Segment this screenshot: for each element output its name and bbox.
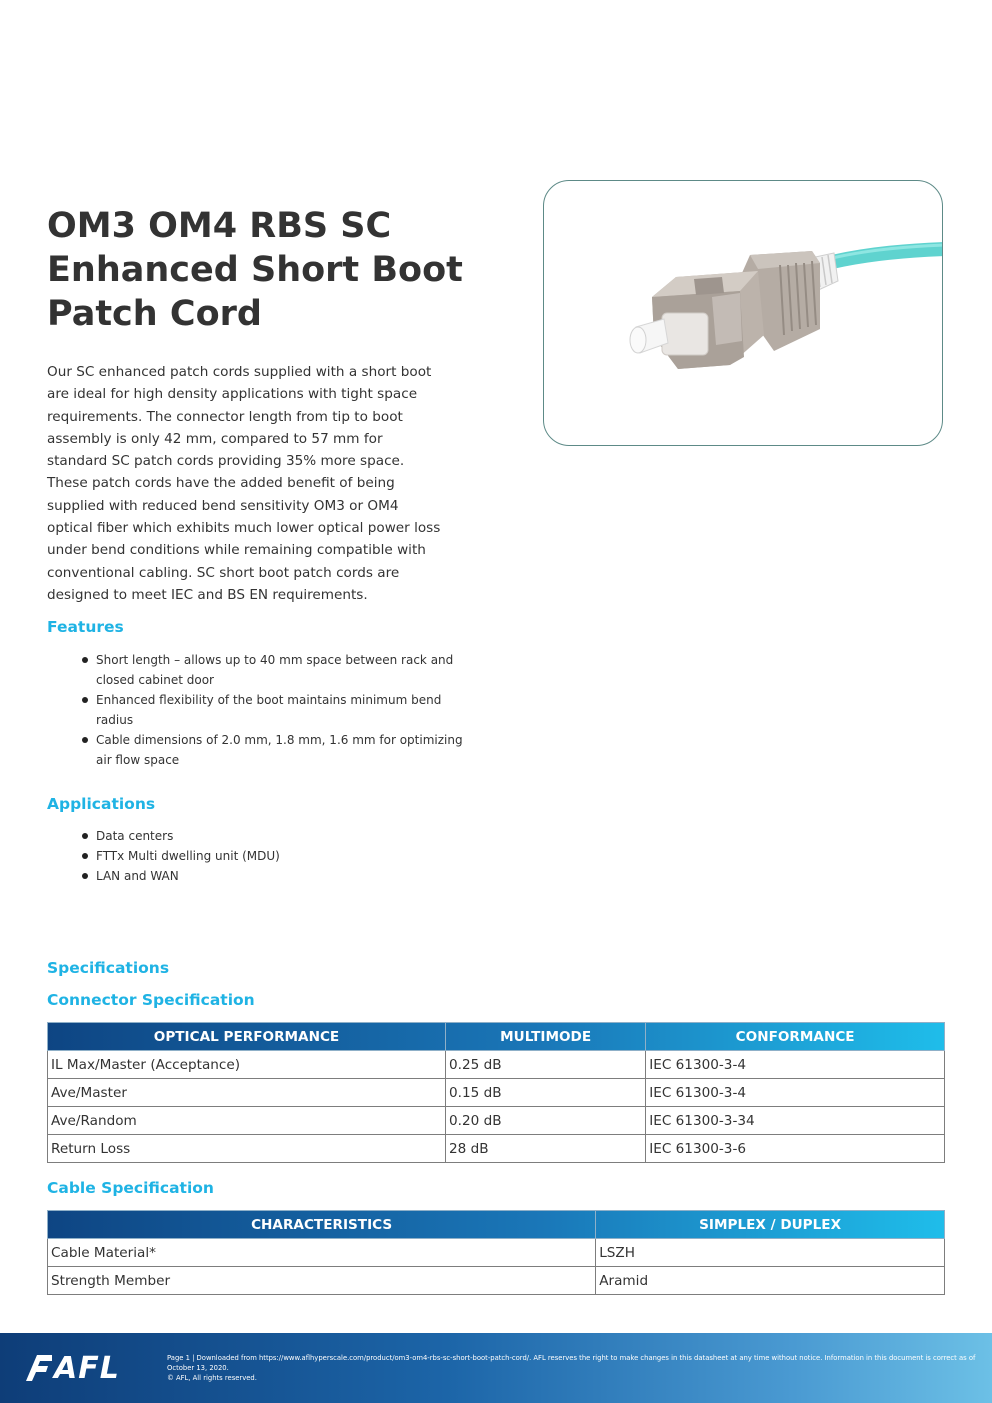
page-footer [0,1333,992,1403]
footer-disclaimer [167,1353,977,1383]
product-image-frame [543,180,943,446]
table-header-cell: SIMPLEX / DUPLEX [596,1211,945,1239]
footer-line: October 13, 2020. [167,1364,229,1372]
table-cell: IEC 61300-3-34 [646,1107,945,1135]
footer-copyright: © AFL, All rights reserved. [167,1374,257,1382]
features-list [47,650,467,770]
table-cell: Aramid [596,1267,945,1295]
table-header-cell: CONFORMANCE [646,1023,945,1051]
table-cell: IEC 61300-3-4 [646,1079,945,1107]
list-item: Enhanced flexibility of the boot maintains minimum bend radius [47,690,467,730]
cable-spec-table [47,1210,945,1295]
table-header-cell: MULTIMODE [446,1023,646,1051]
specifications-heading: Specifications [47,959,170,977]
table-cell: 0.15 dB [446,1079,646,1107]
table-cell: 0.25 dB [446,1051,646,1079]
features-heading: Features [47,618,124,636]
list-item: Cable dimensions of 2.0 mm, 1.8 mm, 1.6 mm for optimizing air flow space [47,730,467,770]
table-cell: Strength Member [48,1267,596,1295]
table-cell: IEC 61300-3-4 [646,1051,945,1079]
table-row [48,1107,945,1135]
connector-spec-table [47,1022,945,1163]
table-cell: Cable Material* [48,1239,596,1267]
table-cell: Return Loss [48,1135,446,1163]
list-item: LAN and WAN [47,866,467,886]
table-cell: 0.20 dB [446,1107,646,1135]
list-item: Short length – allows up to 40 mm space between rack and closed cabinet door [47,650,467,690]
table-header-row [48,1211,945,1239]
logo-text: AFL [54,1350,120,1386]
table-row [48,1051,945,1079]
connector-spec-heading: Connector Specification [47,991,255,1009]
table-cell: Ave/Master [48,1079,446,1107]
list-item: Data centers [47,826,467,846]
table-cell: IEC 61300-3-6 [646,1135,945,1163]
table-row [48,1267,945,1295]
sc-connector-image [544,181,943,446]
applications-list [47,826,467,886]
table-cell: LSZH [596,1239,945,1267]
table-cell: Ave/Random [48,1107,446,1135]
afl-logo [26,1350,120,1386]
page-title: OM3 OM4 RBS SC Enhanced Short Boot Patch Cord [47,206,463,334]
table-row [48,1079,945,1107]
table-cell: 28 dB [446,1135,646,1163]
footer-line: Page 1 | Downloaded from https://www.aflhyperscale.com/product/om3-om4-rbs-sc-short-boot-patch-cord/. AFL reserves the right to make changes in this datasheet at any time without notice. Information in this document is correct as of [167,1354,976,1362]
table-row [48,1135,945,1163]
table-header-cell: CHARACTERISTICS [48,1211,596,1239]
table-header-cell: OPTICAL PERFORMANCE [48,1023,446,1051]
table-row [48,1239,945,1267]
list-item: FTTx Multi dwelling unit (MDU) [47,846,467,866]
cable-spec-heading: Cable Specification [47,1179,214,1197]
applications-heading: Applications [47,795,156,813]
table-cell: IL Max/Master (Acceptance) [48,1051,446,1079]
table-header-row [48,1023,945,1051]
intro-paragraph: Our SC enhanced patch cords supplied with a short boot are ideal for high density applications with tight space requirements. The connector length from tip to boot assembly is only 42 mm, compared to 57 mm for standard SC patch cords providing 35% more space. These patch cords have the added benefit of being supplied with reduced bend sensitivity OM3 or OM4 optical fiber which exhibits much lower optical power loss under bend conditions while remaining compatible with conventional cabling. SC short boot patch cords are designed to meet IEC and BS EN requirements. [47,364,441,603]
afl-logo-icon [26,1353,52,1383]
